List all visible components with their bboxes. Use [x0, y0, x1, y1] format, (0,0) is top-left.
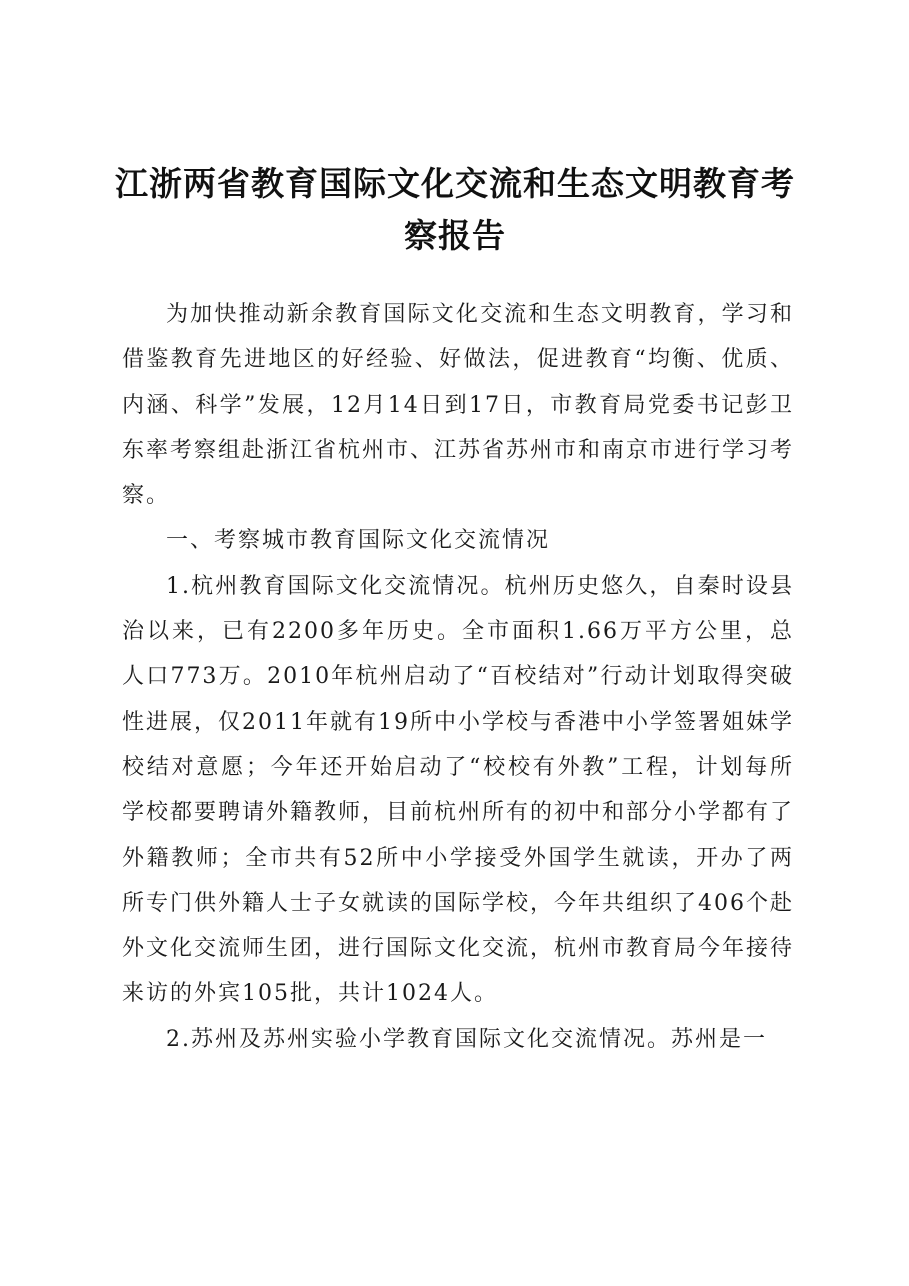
hangzhou-paragraph: 1.杭州教育国际文化交流情况。杭州历史悠久，自秦时设县治以来，已有2200多年历史。全市面积1.66万平方公里，总人口773万。2010年杭州启动了“百校结对”行动计划取得突破性进展，仅2011年就有19所中小学校与香港中小学签署姐妹学校结对意愿；今年还开始启动了“校校有外教”工程，计划每所学校都要聘请外籍教师，目前杭州所有的初中和部分小学都有了外籍教师；全市共有52所中小学接受外国学生就读，开办了两所专门供外籍人士子女就读的国际学校，今年共组织了406个赴外文化交流师生团，进行国际文化交流，杭州市教育局今年接待来访的外宾105批，共计1024人。 [122, 573, 795, 1007]
document-title: 江浙两省教育国际文化交流和生态文明教育考察报告 [115, 164, 795, 255]
section-heading: 一、考察城市教育国际文化交流情况 [166, 528, 551, 554]
intro-paragraph: 为加快推动新余教育国际文化交流和生态文明教育，学习和借鉴教育先进地区的好经验、好做法，促进教育“均衡、优质、内涵、科学”发展，12月14日到17日，市教育局党委书记彭卫东率考察组赴浙江省杭州市、江苏省苏州市和南京市进行学习考察。 [122, 302, 795, 509]
document-body [122, 292, 794, 1062]
suzhou-paragraph: 2.苏州及苏州实验小学教育国际文化交流情况。苏州是一 [166, 1026, 767, 1052]
